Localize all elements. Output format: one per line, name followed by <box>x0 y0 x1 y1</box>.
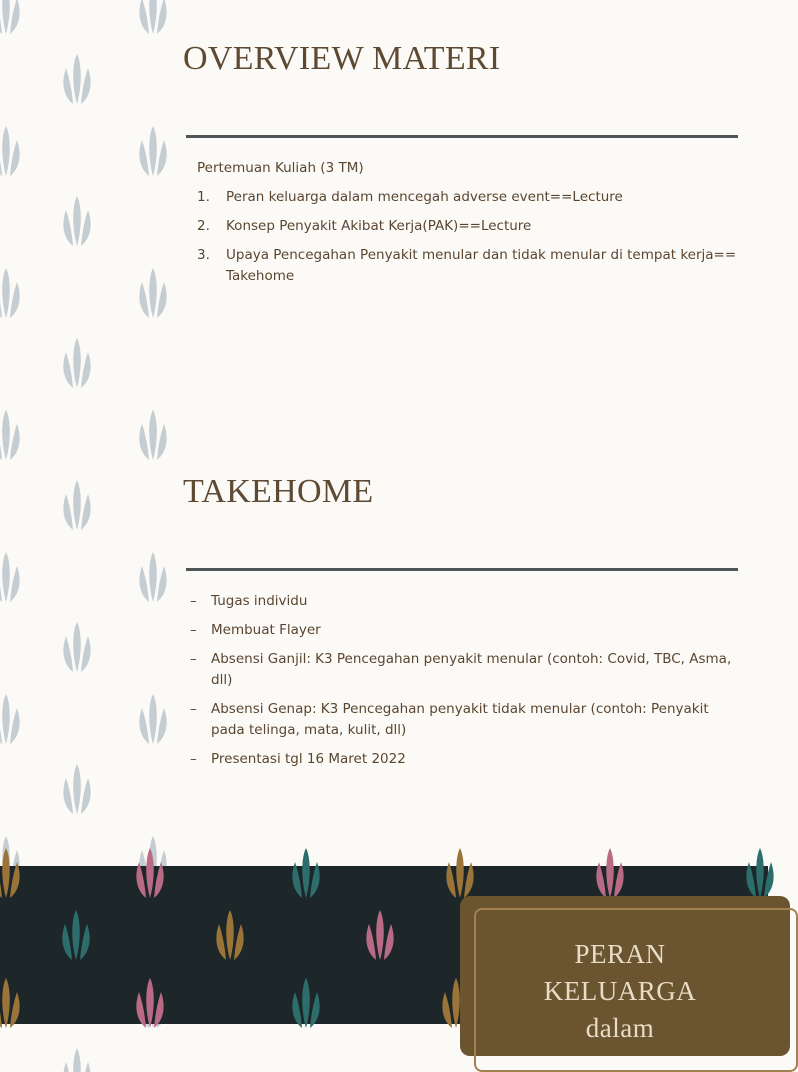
bullet-dash: – <box>190 593 197 609</box>
leaf-sprig-icon <box>0 694 20 744</box>
leaf-sprig-icon <box>216 910 243 960</box>
list-item-text: Presentasi tgl 16 Maret 2022 <box>211 751 406 767</box>
list-item-text: Absensi Genap: K3 Pencegahan penyakit tidak menular (contoh: Penyakit pada telinga, mata, kulit, dll) <box>211 701 709 738</box>
leaf-sprig-icon <box>63 338 90 388</box>
bullet-dash: – <box>190 751 197 767</box>
leaf-sprig-icon <box>0 126 20 176</box>
leaf-sprig-icon <box>139 126 166 176</box>
list-number: 3. <box>197 247 210 263</box>
list-item <box>197 216 742 237</box>
leaf-pattern <box>0 0 190 433</box>
list-number: 2. <box>197 218 210 234</box>
list-item <box>190 649 742 691</box>
leaf-sprig-icon <box>292 978 319 1028</box>
leaf-sprig-icon <box>0 0 20 34</box>
slide-overview <box>0 0 768 433</box>
leaf-sprig-icon <box>139 268 166 318</box>
list-item <box>197 187 742 208</box>
leaf-sprig-icon <box>62 910 89 960</box>
list-item-text: Upaya Pencegahan Penyakit menular dan tidak menular di tempat kerja== Takehome <box>226 247 737 284</box>
bullet-dash: – <box>190 701 197 717</box>
intro-text: Pertemuan Kuliah (3 TM) <box>197 160 364 176</box>
list-item-text: Absensi Ganjil: K3 Pencegahan penyakit menular (contoh: Covid, TBC, Asma, dll) <box>211 651 732 688</box>
leaf-sprig-icon <box>366 910 393 960</box>
bullet-dash: – <box>190 622 197 638</box>
slide-title: OVERVIEW MATERI <box>183 40 501 77</box>
card-title-line: PERAN <box>574 939 666 969</box>
leaf-sprig-icon <box>136 978 163 1028</box>
leaf-sprig-icon <box>0 552 20 602</box>
list-item <box>190 620 742 641</box>
list-item-text: Peran keluarga dalam mencegah adverse event==Lecture <box>226 189 623 205</box>
bullet-dash: – <box>190 651 197 667</box>
bullet-list <box>190 591 742 770</box>
slide-content <box>190 591 742 778</box>
leaf-sprig-icon <box>63 1048 90 1072</box>
list-item <box>190 699 742 741</box>
leaf-sprig-icon <box>63 54 90 104</box>
slide-content <box>197 158 742 295</box>
slide-title: TAKEHOME <box>183 473 374 510</box>
list-item <box>190 749 742 770</box>
list-item-text: Membuat Flayer <box>211 622 321 638</box>
leaf-sprig-icon <box>139 552 166 602</box>
title-divider <box>186 568 738 571</box>
leaf-pattern <box>0 433 190 866</box>
slide-peran-keluarga <box>0 866 768 1043</box>
list-item-text: Tugas individu <box>211 593 308 609</box>
list-number: 1. <box>197 189 210 205</box>
card-title <box>474 936 766 1047</box>
leaf-sprig-icon <box>0 268 20 318</box>
card-title-line: KELUARGA <box>543 976 697 1006</box>
leaf-sprig-icon <box>63 622 90 672</box>
leaf-sprig-icon <box>63 196 90 246</box>
leaf-sprig-icon <box>63 764 90 814</box>
list-item <box>190 591 742 612</box>
leaf-sprig-icon <box>0 978 20 1028</box>
list-item-text: Konsep Penyakit Akibat Kerja(PAK)==Lecture <box>226 218 532 234</box>
card-title-line: dalam <box>585 1013 655 1043</box>
leaf-sprig-icon <box>139 694 166 744</box>
numbered-list <box>197 187 742 287</box>
leaf-sprig-icon <box>139 0 166 34</box>
title-divider <box>186 135 738 138</box>
leaf-sprig-icon <box>63 480 90 530</box>
list-item <box>197 245 742 287</box>
slide-takehome <box>0 433 768 866</box>
